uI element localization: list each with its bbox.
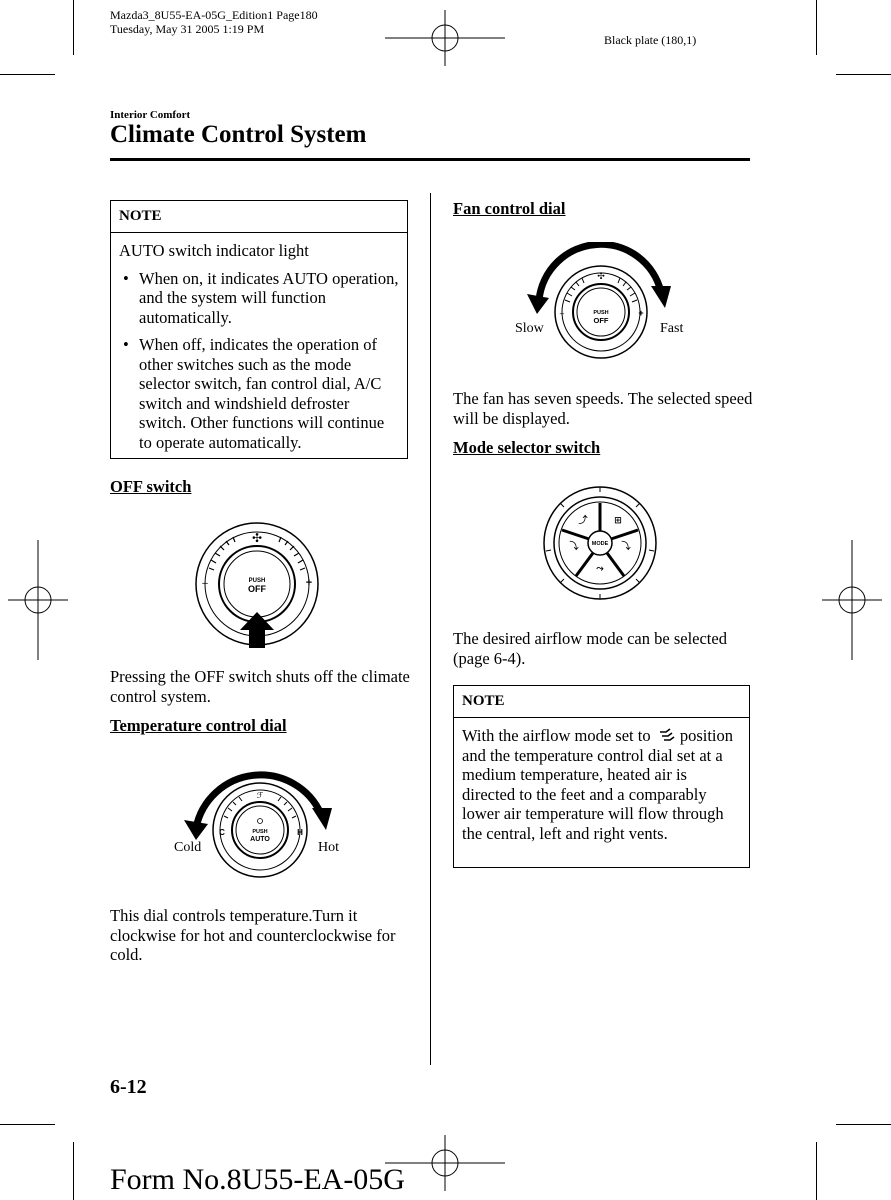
note-text-before-icon: With the airflow mode set to (462, 726, 651, 745)
svg-text:✣: ✣ (597, 271, 605, 281)
print-header-line1: Mazda3_8U55-EA-05G_Edition1 Page180 (110, 8, 318, 22)
note-heading: NOTE (111, 201, 407, 233)
mode-label: MODE (591, 541, 609, 547)
note-box-auto (110, 200, 408, 459)
note-box-airflow (453, 685, 750, 868)
crop-mark (0, 1124, 55, 1125)
airflow-feet-icon (658, 727, 676, 741)
cold-marker: C (219, 828, 225, 837)
section-label: Interior Comfort (110, 109, 191, 121)
note-bullet: • When on, it indicates AUTO operation, and the system will function automatically. (119, 269, 399, 328)
mode-selector-text: The desired airflow mode can be selected (page 6-4). (453, 629, 727, 668)
form-number: Form No.8U55-EA-05G (110, 1163, 405, 1196)
off-label: OFF (593, 316, 609, 325)
svg-text:ℱ: ℱ (256, 791, 264, 800)
slow-caption: Slow (515, 321, 544, 336)
hot-caption: Hot (318, 840, 339, 855)
temperature-dial-text: This dial controls temperature.Turn it clockwise for hot and counterclockwise for cold. (110, 906, 396, 964)
fan-dial-figure (515, 242, 685, 372)
temperature-dial-figure (170, 758, 355, 898)
minus-label: – (202, 578, 208, 589)
note-text-after-icon: position and the temperature control dial set at a medium temperature, heated air is directed to the feet and a comparably lower air temperature will flow through the central, left and right vents. (462, 726, 734, 843)
registration-mark-right (822, 540, 882, 660)
registration-mark-top (385, 10, 505, 66)
svg-text:⤳: ⤳ (596, 563, 604, 573)
off-switch-figure (195, 522, 320, 657)
registration-mark-left (8, 540, 68, 660)
temperature-dial-heading: Temperature control dial (110, 716, 287, 735)
cold-caption: Cold (174, 840, 202, 855)
crop-mark (0, 74, 55, 75)
note-body (454, 718, 749, 849)
note-bullet: • When off, indicates the operation of other switches such as the mode selector switch, fan control dial, A/C switch and windshield defroster switch. Other functions will continue to operate automatically. (119, 335, 399, 452)
print-header-line2: Tuesday, May 31 2005 1:19 PM (110, 22, 265, 36)
note-bullet-list (119, 269, 399, 453)
push-label: PUSH (248, 578, 266, 584)
off-label: OFF (248, 584, 266, 594)
fan-dial-text: The fan has seven speeds. The selected speed will be displayed. (453, 389, 753, 428)
push-label: PUSH (593, 310, 609, 316)
mode-selector-figure (538, 485, 663, 610)
crop-mark (816, 1142, 817, 1200)
page-number: 6-12 (110, 1076, 147, 1098)
svg-text:⤴: ⤴ (578, 515, 588, 525)
push-label: PUSH (252, 829, 268, 835)
hot-marker: H (297, 828, 303, 837)
note-body (111, 233, 407, 466)
plus-label: + (305, 577, 313, 589)
page-title: Climate Control System (110, 121, 367, 148)
mode-selector-heading: Mode selector switch (453, 438, 601, 457)
note-heading: NOTE (454, 686, 749, 718)
crop-mark (73, 1142, 74, 1200)
auto-label: AUTO (250, 836, 270, 843)
crop-mark (836, 74, 891, 75)
plus-label: + (638, 308, 644, 318)
crop-mark (816, 0, 817, 55)
fan-dial-heading: Fan control dial (453, 199, 566, 218)
off-switch-heading: OFF switch (110, 477, 192, 496)
crop-mark (836, 1124, 891, 1125)
minus-label: – (559, 309, 565, 318)
off-switch-text: Pressing the OFF switch shuts off the climate control system. (110, 667, 410, 706)
fast-caption: Fast (660, 321, 684, 336)
plate-label: Black plate (180,1) (604, 33, 697, 47)
crop-mark (73, 0, 74, 55)
svg-text:✣: ✣ (251, 531, 263, 545)
svg-text:⤵: ⤵ (621, 541, 631, 551)
svg-text:⊞: ⊞ (614, 515, 622, 525)
title-rule (110, 158, 750, 161)
column-divider (430, 193, 431, 1065)
note-intro: AUTO switch indicator light (119, 241, 309, 260)
svg-text:⤵: ⤵ (569, 541, 579, 551)
